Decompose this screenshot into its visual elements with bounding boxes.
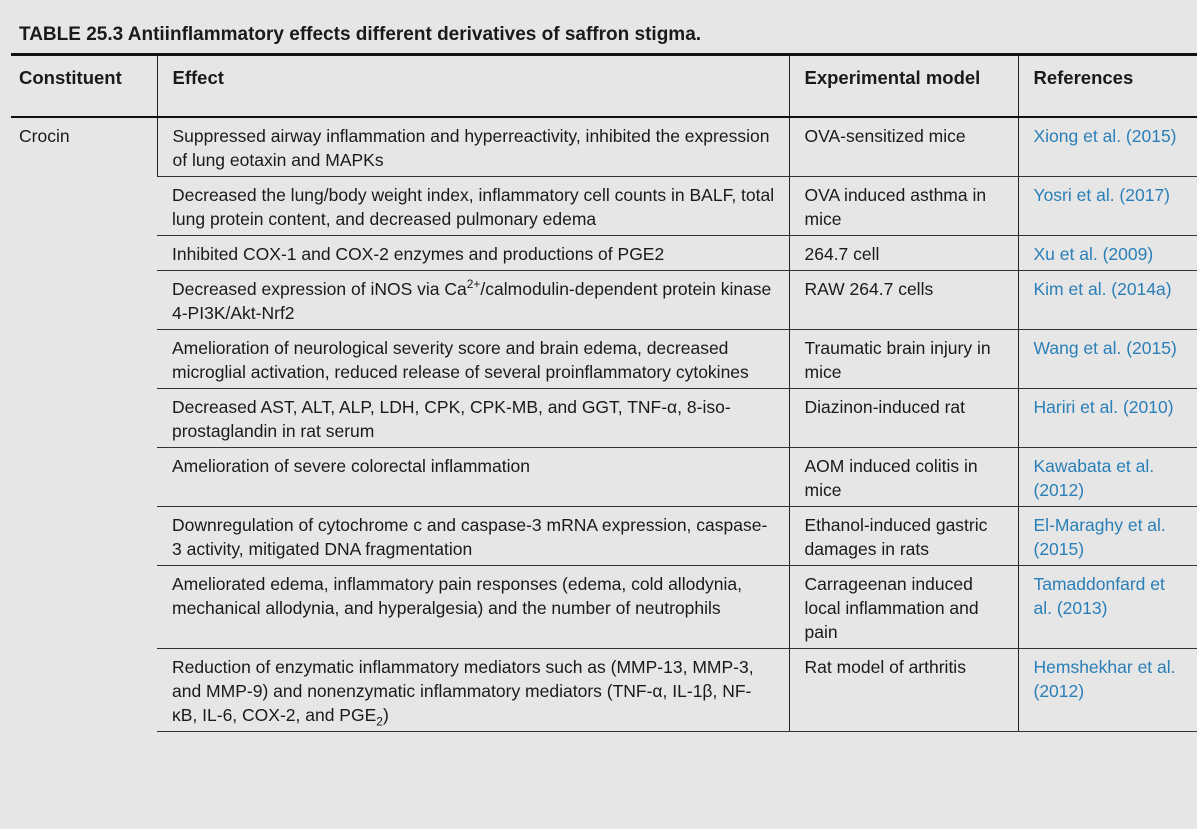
- table-row: [11, 507, 1197, 566]
- reference-link[interactable]: Xiong et al. (2015): [1018, 117, 1197, 177]
- model-cell: OVA-sensitized mice: [789, 117, 1018, 177]
- model-cell: OVA induced asthma in mice: [789, 177, 1018, 236]
- effect-cell: Decreased the lung/body weight index, inflammatory cell counts in BALF, total lung protein content, and decreased pulmonary edema: [157, 177, 789, 236]
- subscript: 2: [376, 714, 383, 729]
- reference-link[interactable]: Wang et al. (2015): [1018, 330, 1197, 389]
- effect-cell: Suppressed airway inflammation and hyperreactivity, inhibited the expression of lung eotaxin and MAPKs: [157, 117, 789, 177]
- effect-text: ): [382, 705, 389, 725]
- reference-link[interactable]: Yosri et al. (2017): [1018, 177, 1197, 236]
- model-cell: Diazinon-induced rat: [789, 389, 1018, 448]
- table-row: [11, 566, 1197, 649]
- table-row: [11, 649, 1197, 732]
- reference-link[interactable]: Hemshekhar et al. (2012): [1018, 649, 1197, 732]
- table-title: TABLE 25.3 Antiinflammatory effects different derivatives of saffron stigma.: [19, 24, 702, 45]
- effect-cell: Downregulation of cytochrome c and caspase-3 mRNA expression, caspase-3 activity, mitigated DNA fragmentation: [157, 507, 789, 566]
- table-row: [11, 271, 1197, 330]
- model-cell: 264.7 cell: [789, 236, 1018, 271]
- header-row: [11, 56, 1197, 117]
- table-row: [11, 117, 1197, 177]
- effect-cell: Ameliorated edema, inflammatory pain responses (edema, cold allodynia, mechanical allodynia, and hyperalgesia) and the number of neutrophils: [157, 566, 789, 649]
- reference-link[interactable]: Tamaddonfard et al. (2013): [1018, 566, 1197, 649]
- effect-cell: [157, 649, 789, 732]
- table-row: [11, 330, 1197, 389]
- model-cell: Carrageenan induced local inflammation and pain: [789, 566, 1018, 649]
- constituent-cell: Crocin: [19, 126, 70, 146]
- superscript: 2+: [466, 277, 481, 292]
- effect-cell: Inhibited COX-1 and COX-2 enzymes and productions of PGE2: [157, 236, 789, 271]
- table-row: [11, 389, 1197, 448]
- model-cell: Traumatic brain injury in mice: [789, 330, 1018, 389]
- reference-link[interactable]: Xu et al. (2009): [1018, 236, 1197, 271]
- model-cell: RAW 264.7 cells: [789, 271, 1018, 330]
- effect-text: /calmodulin-dependent protein kinase 4-PI3K/Akt-Nrf2: [172, 279, 772, 323]
- model-cell: Rat model of arthritis: [789, 649, 1018, 732]
- header-model: Experimental model: [789, 56, 1018, 117]
- effect-cell: Amelioration of neurological severity score and brain edema, decreased microglial activation, reduced release of several proinflammatory cytokines: [157, 330, 789, 389]
- model-cell: AOM induced colitis in mice: [789, 448, 1018, 507]
- reference-link[interactable]: Hariri et al. (2010): [1018, 389, 1197, 448]
- header-references: References: [1018, 56, 1197, 117]
- header-effect: Effect: [157, 56, 789, 117]
- effect-cell: Decreased AST, ALT, ALP, LDH, CPK, CPK-MB, and GGT, TNF-α, 8-iso-prostaglandin in rat serum: [157, 389, 789, 448]
- table-row: [11, 236, 1197, 271]
- effect-cell: [157, 271, 789, 330]
- reference-link[interactable]: Kawabata et al. (2012): [1018, 448, 1197, 507]
- effect-text: Reduction of enzymatic inflammatory mediators such as (MMP-13, MMP-3, and MMP-9) and nonenzymatic inflammatory mediators (TNF-α, IL-1β, NF-κB, IL-6, COX-2, and PGE: [172, 657, 754, 725]
- reference-link[interactable]: El-Maraghy et al. (2015): [1018, 507, 1197, 566]
- header-constituent: Constituent: [11, 56, 157, 117]
- effect-text: Decreased expression of iNOS via Ca: [172, 279, 467, 299]
- effects-table: [11, 56, 1197, 732]
- model-cell: Ethanol-induced gastric damages in rats: [789, 507, 1018, 566]
- table-row: [11, 448, 1197, 507]
- table-row: [11, 177, 1197, 236]
- effect-cell: Amelioration of severe colorectal inflammation: [157, 448, 789, 507]
- reference-link[interactable]: Kim et al. (2014a): [1018, 271, 1197, 330]
